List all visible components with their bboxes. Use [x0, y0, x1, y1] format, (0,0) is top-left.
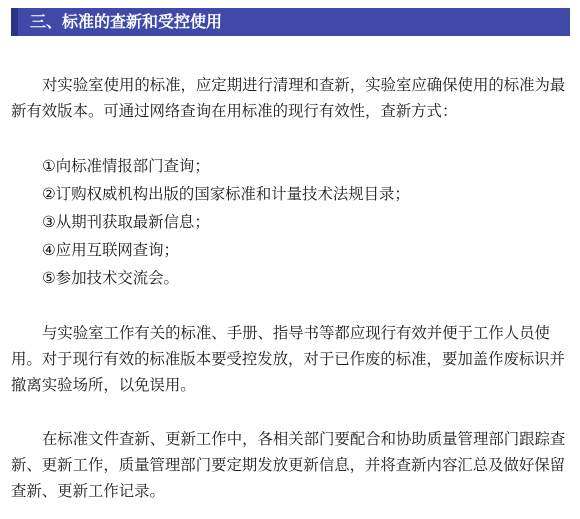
paragraph-controlled-use: 与实验室工作有关的标准、手册、指导书等都应现行有效并便于工作人员使用。对于现行有效的标准版本要受控发放，对于已作废的标准，要加盖作废标识并撤离实验场所，以免误用。 [11, 324, 566, 394]
method-list [11, 152, 571, 292]
list-item: ⑤参加技术交流会。 [42, 269, 179, 287]
paragraph-update-work: 在标准文件查新、更新工作中，各相关部门要配合和协助质量管理部门跟踪查新、更新工作，质量管理部门要定期发放更新信息，并将查新内容汇总及做好保留查新、更新工作记录。 [11, 430, 566, 500]
list-item: ③从期刊获取最新信息； [42, 213, 210, 231]
section-title: 三、标准的查新和受控使用 [30, 12, 223, 31]
spacer [11, 124, 571, 152]
spacer [11, 398, 571, 426]
article-body [11, 72, 571, 504]
list-item: ④应用互联网查询； [42, 241, 179, 259]
list-item: ②订购权威机构出版的国家标准和计量技术法规目录； [42, 185, 410, 203]
list-item: ①向标准情报部门查询； [42, 157, 210, 175]
spacer [11, 292, 571, 320]
section-header-bar [11, 8, 570, 36]
paragraph-intro: 对实验室使用的标准，应定期进行清理和查新，实验室应确保使用的标准为最新有效版本。可通过网络查询在用标准的现行有效性，查新方式： [11, 76, 566, 120]
